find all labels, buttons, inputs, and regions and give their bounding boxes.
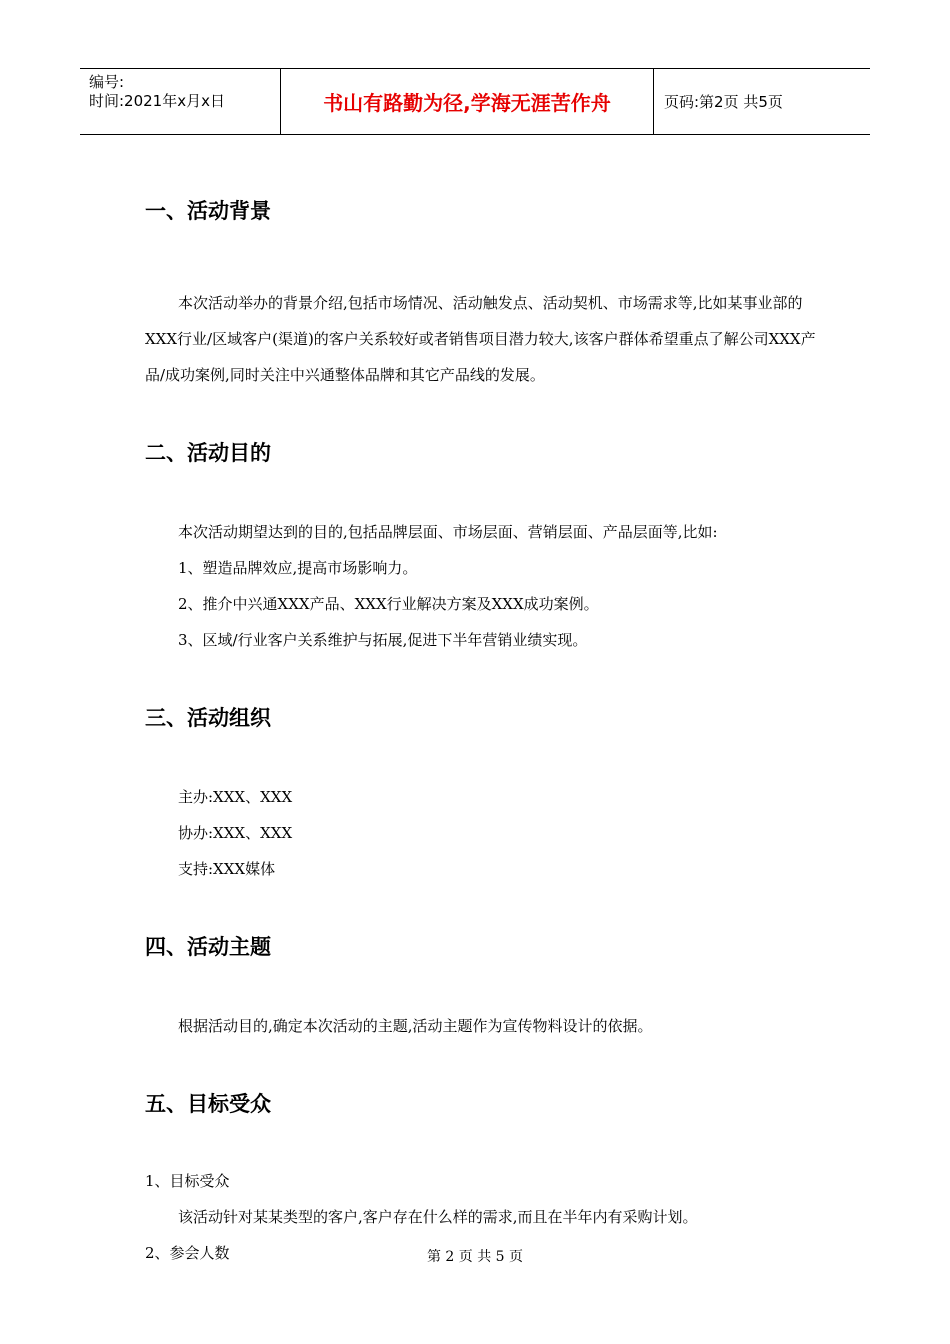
purpose-intro: 本次活动期望达到的目的,包括品牌层面、市场层面、营销层面、产品层面等,比如: [178, 523, 718, 541]
organization-host: 主办:XXX、XXX [178, 788, 293, 806]
background-paragraph: 本次活动举办的背景介绍,包括市场情况、活动触发点、活动契机、市场需求等,比如某事业部的XXX行业/区域客户(渠道)的客户关系较好或者销售项目潜力较大,该客户群体希望重点了解公司XXX产品/成功案例,同时关注中兴通整体品牌和其它产品线的发展。 [145, 294, 816, 384]
header-number: 编号: [89, 73, 125, 91]
section-title-theme: 四、活动主题 [145, 935, 271, 959]
section-title-audience: 五、目标受众 [145, 1092, 271, 1116]
header-motto: 书山有路勤为径,学海无涯苦作舟 [281, 69, 654, 134]
page-footer: 第 2 页 共 5 页 [426, 1249, 524, 1265]
header-time: 时间:2021年x月x日 [89, 92, 225, 110]
organization-cohost: 协办:XXX、XXX [178, 824, 293, 842]
header-meta [80, 69, 281, 134]
theme-paragraph: 根据活动目的,确定本次活动的主题,活动主题作为宣传物料设计的依据。 [178, 1017, 653, 1035]
purpose-item-3: 3、区域/行业客户关系维护与拓展,促进下半年营销业绩实现。 [178, 631, 588, 649]
audience-subheading-1: 1、目标受众 [145, 1172, 230, 1190]
document-body [145, 196, 825, 1271]
purpose-item-1: 1、塑造品牌效应,提高市场影响力。 [178, 559, 418, 577]
section-title-organization: 三、活动组织 [145, 706, 271, 730]
audience-paragraph: 该活动针对某某类型的客户,客户存在什么样的需求,而且在半年内有采购计划。 [178, 1208, 698, 1226]
purpose-item-2: 2、推介中兴通XXX产品、XXX行业解决方案及XXX成功案例。 [178, 595, 599, 613]
section-title-background: 一、活动背景 [145, 199, 271, 223]
organization-support: 支持:XXX媒体 [178, 860, 276, 878]
header-page-info: 页码:第2页 共5页 [664, 93, 783, 111]
audience-subheading-2: 2、参会人数 [145, 1244, 230, 1262]
section-title-purpose: 二、活动目的 [145, 441, 271, 465]
page-header [80, 68, 870, 135]
